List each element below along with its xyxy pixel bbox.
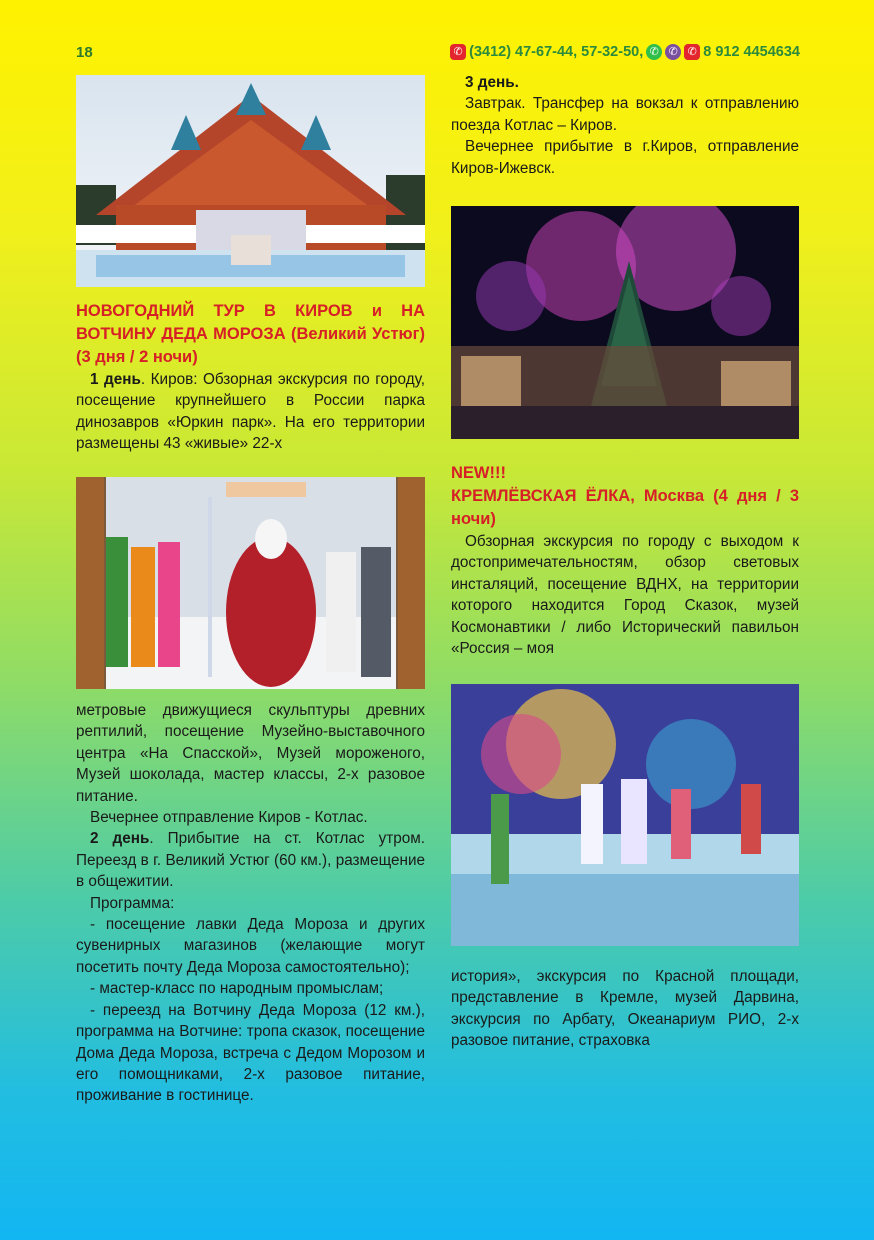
tour1-program-item-1: - посещение лавки Деда Мороза и других сувенирных магазинов (желающие могут посетить почту Деда Мороза самостоятельно); — [76, 916, 425, 976]
tour1-day1-a: 1 день. Киров: Обзорная экскурсия по городу, посещение крупнейшего в России парка динозавров «Юркин парк». На его территории размещены 43 «живые» 22-х — [76, 371, 426, 453]
tour1-program-label: Программа: — [90, 894, 175, 912]
phone-mobile: 8 912 4454634 — [703, 44, 800, 60]
photo-fireworks-tree — [451, 206, 799, 439]
tour2-section-top — [451, 462, 799, 659]
phone-icon: ✆ — [450, 44, 466, 60]
whatsapp-icon: ✆ — [646, 44, 662, 60]
tour1-day2: 2 день. Прибытие на ст. Котлас утром. Переезд в г. Великий Устюг (60 км.), размещение в общежитии. — [76, 830, 425, 891]
tour1-day1-evening: Вечернее отправление Киров - Котлас. — [90, 809, 368, 827]
tour1-day3-section — [451, 72, 799, 179]
tour1-section-top — [76, 300, 425, 455]
tour1-program-item-3: - переезд на Вотчину Деда Мороза (12 км.), программа на Вотчине: тропа сказок, посещение Дома Деда Мороза, встреча с Дедом Морозом и его помощниками, 2-х разовое питание, проживание в гостинице. — [76, 1001, 425, 1105]
photo-ded-moroz-house — [76, 75, 425, 287]
page-number: 18 — [76, 44, 93, 61]
phone-icon: ✆ — [684, 44, 700, 60]
tour2-text-a: Обзорная экскурсия по городу с выходом к достопримечательностям, обзор световых инсталяций, посещение ВДНХ, на территории которого находится Город Сказок, музей Космонавтики / либо Исторический павильон «Россия – моя — [451, 533, 799, 658]
tour1-day3-label: 3 день. — [465, 74, 519, 91]
tour1-day1-b: метровые движущиеся скульптуры древних рептилий, посещение Музейно-выставочного центра «На Спасской», Музей мороженого, Музей шоколада, мастер классы, 2-х разовое питание. — [76, 702, 425, 805]
contact-phones — [450, 44, 800, 60]
viber-icon: ✆ — [665, 44, 681, 60]
tour1-section-bottom — [76, 700, 425, 1107]
tour1-day2-label: 2 день — [90, 830, 150, 848]
tour1-day3-text-2: Вечернее прибытие в г.Киров, отправление Киров-Ижевск. — [451, 138, 799, 177]
tour1-day3-text-1: Завтрак. Трансфер на вокзал к отправлению поезда Котлас – Киров. — [451, 95, 799, 134]
phone-main: (3412) 47-67-44, 57-32-50, — [469, 44, 644, 60]
photo-ded-moroz-helpers — [76, 477, 425, 689]
tour2-badge: NEW!!! — [451, 464, 506, 482]
tour1-program-item-2: - мастер-класс по народным промыслам; — [90, 980, 384, 998]
tour2-title: КРЕМЛЁВСКАЯ ЁЛКА, Москва (4 дня / 3 ночи) — [451, 487, 799, 528]
tour2-section-bottom — [451, 966, 799, 1052]
tour1-day1-label: 1 день — [90, 371, 141, 388]
tour2-text-b: история», экскурсия по Красной площади, представление в Кремле, музей Дарвина, экскурсия по Арбату, Океанариум РИО, 2-х разовое питание, страховка — [451, 968, 799, 1050]
photo-kremlin-show — [451, 684, 799, 946]
tour1-title: НОВОГОДНИЙ ТУР В КИРОВ и НА ВОТЧИНУ ДЕДА МОРОЗА (Великий Устюг) (3 дня / 2 ночи) — [76, 302, 425, 366]
